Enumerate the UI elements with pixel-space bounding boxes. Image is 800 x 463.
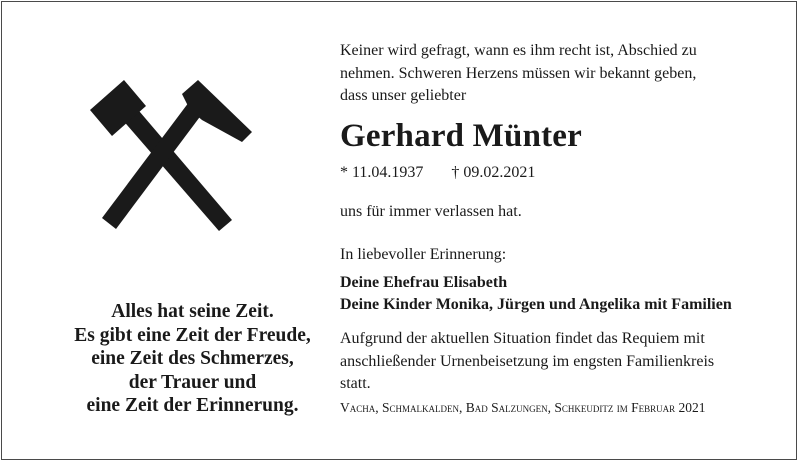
quote-line: eine Zeit des Schmerzes, bbox=[91, 348, 294, 369]
leave-text: uns für immer verlassen hat. bbox=[340, 203, 522, 220]
intro-line: nehmen. Schweren Herzens müssen wir bekannt geben, bbox=[340, 64, 697, 82]
notice-line: Aufgrund der aktuellen Situation findet das Requiem mit bbox=[340, 330, 705, 347]
birth-date: * 11.04.1937 bbox=[340, 164, 424, 181]
family-line: Deine Ehefrau Elisabeth bbox=[340, 274, 508, 291]
death-date: † 09.02.2021 bbox=[451, 164, 536, 181]
quote-line: Es gibt eine Zeit der Freude, bbox=[74, 324, 311, 346]
intro-paragraph bbox=[340, 40, 697, 108]
quote-block bbox=[20, 300, 365, 418]
intro-line: dass unser geliebter bbox=[340, 87, 467, 104]
hammer-and-pick-icon bbox=[74, 70, 264, 240]
places-and-date: Vacha, Schmalkalden, Bad Salzungen, Schkeuditz im Februar 2021 bbox=[340, 400, 706, 415]
funeral-notice bbox=[340, 328, 714, 396]
intro-line: Keiner wird gefragt, wann es ihm recht ist, Abschied zu bbox=[340, 42, 697, 59]
life-dates bbox=[340, 164, 535, 182]
family-list bbox=[340, 272, 732, 315]
quote-line: der Trauer und bbox=[128, 371, 257, 393]
notice-line: statt. bbox=[340, 375, 371, 392]
hammer-and-pick-svg bbox=[74, 70, 264, 240]
family-line: Deine Kinder Monika, Jürgen und Angelika mit Familien bbox=[340, 295, 732, 313]
memory-heading: In liebevoller Erinnerung: bbox=[340, 246, 507, 263]
quote-line: Alles hat seine Zeit. bbox=[111, 301, 274, 322]
notice-line: anschließender Urnenbeisetzung im engsten Familienkreis bbox=[340, 352, 715, 370]
deceased-name: Gerhard Münter bbox=[340, 118, 583, 154]
quote-line: eine Zeit der Erinnerung. bbox=[86, 395, 299, 416]
